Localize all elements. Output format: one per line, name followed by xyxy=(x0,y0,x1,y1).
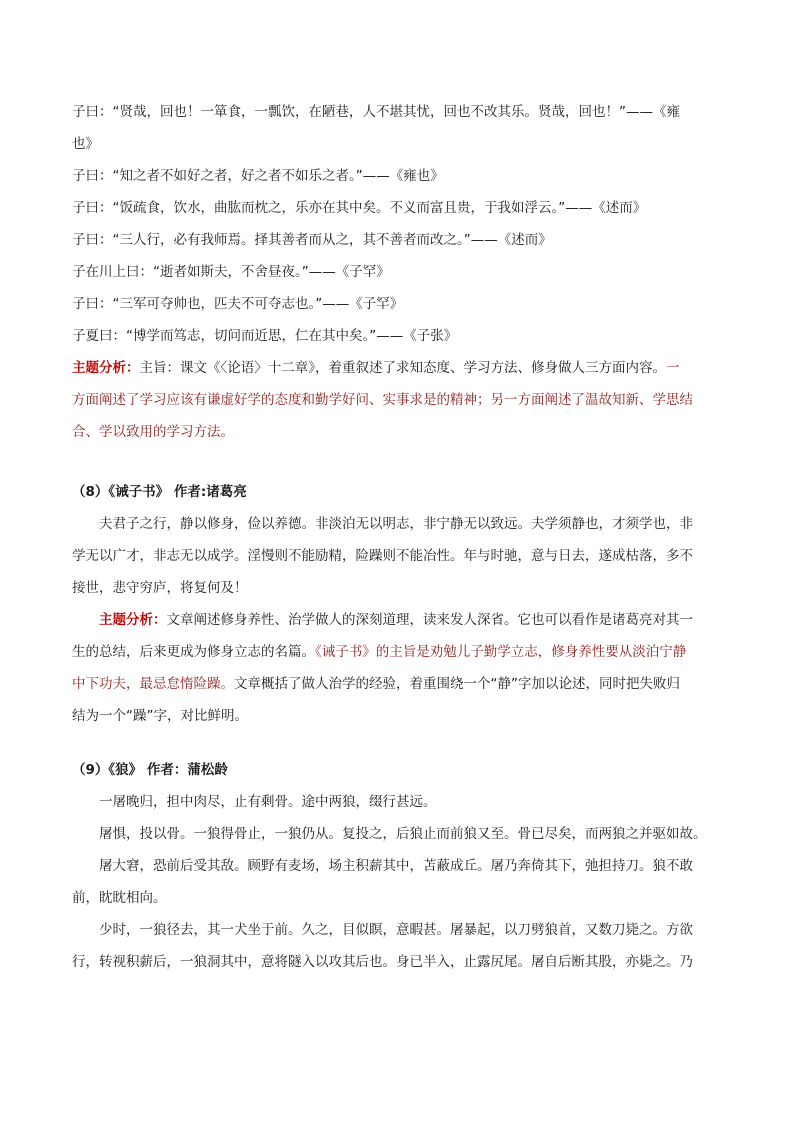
quote-line: 子在川上曰：“逝者如斯夫，不舍昼夜。”——《子罕》 xyxy=(72,264,390,280)
text-line: 少时，一狼径去，其一犬坐于前。久之，目似瞑，意暇甚。屠暴起，以刀劈狼首，又数刀毙之。方欲 xyxy=(99,922,693,938)
analysis-highlight: 《诫子书》的主旨是劝勉儿子勤学立志，修身养性要从淡泊宁静 xyxy=(315,644,687,660)
text-line: 夫君子之行，静以修身，俭以养德。非淡泊无以明志，非宁静无以致远。夫学须静也，才须学也，非 xyxy=(99,516,693,532)
section-heading-lang: （9）《狼》 作者：蒲松龄 xyxy=(72,762,228,778)
analysis-highlight: 方面阐述了学习应该有谦虚好学的态度和勤学好问、实事求是的精神；另一方面阐述了温故知新、学思结 xyxy=(72,392,693,408)
analects-quotes xyxy=(72,96,722,352)
quote-line: 子曰：“饭疏食，饮水，曲肱而枕之，乐亦在其中矣。不义而富且贵，于我如浮云。”——《述而》 xyxy=(72,200,647,216)
text-line: 一屠晚归，担中肉尽，止有剩骨。途中两狼，缀行甚远。 xyxy=(99,794,437,810)
text-line: 行，转视积薪后，一狼洞其中，意将隧入以攻其后也。身已半入，止露尻尾。屠自后断其股，亦毙之。乃 xyxy=(72,954,693,970)
analysis-text: 主旨：课文《〈论语〉十二章》，着重叙述了求知态度、学习方法、修身做人三方面内容。 xyxy=(139,360,666,376)
quote-line: 子曰：“三人行，必有我师焉。择其善者而从之，其不善者而改之。”——《述而》 xyxy=(72,232,552,248)
jiezishu-text xyxy=(72,508,722,604)
quote-line: 子曰：“三军可夺帅也，匹夫不可夺志也。”——《子罕》 xyxy=(72,296,404,312)
analysis-text: 文章概括了做人治学的经验，着重围绕一个“静”字加以论述，同时把失败归 xyxy=(234,676,680,692)
quote-line: 子曰：“贤哉，回也！一箪食，一瓢饮，在陋巷，人不堪其忧，回也不改其乐。贤哉，回也！”——《雍 xyxy=(72,104,680,120)
jiezishu-analysis xyxy=(72,604,722,732)
section-heading-jiezishu: （8）《诫子书》 作者:诸葛亮 xyxy=(72,484,247,500)
analysis-text: 文章阐述修身养性、治学做人的深刻道理，读来发人深省。它也可以看作是诸葛亮对其一 xyxy=(166,612,693,628)
text-line: 屠惧，投以骨。一狼得骨止，一狼仍从。复投之，后狼止而前狼又至。骨已尽矣，而两狼之并驱如故。 xyxy=(99,826,707,842)
quote-line: 子夏曰：“博学而笃志，切问而近思，仁在其中矣。”——《子张》 xyxy=(72,328,458,344)
text-line: 前，眈眈相向。 xyxy=(72,890,167,906)
analysis-label: 主题分析： xyxy=(72,360,140,376)
analysis-highlight: 一 xyxy=(666,360,680,376)
analysis-text: 生的总结，后来更成为修身立志的名篇。 xyxy=(72,644,315,660)
analysis-highlight: 合、学以致用的学习方法。 xyxy=(72,424,234,440)
text-line: 屠大窘，恐前后受其敌。顾野有麦场，场主积薪其中，苫蔽成丘。屠乃奔倚其下，弛担持刀。狼不敢 xyxy=(99,858,693,874)
quote-line: 子曰：“知之者不如好之者，好之者不如乐之者。”——《雍也》 xyxy=(72,168,444,184)
text-line: 学无以广才，非志无以成学。淫慢则不能励精，险躁则不能冶性。年与时驰，意与日去，遂成枯落，多不 xyxy=(72,548,693,564)
analects-analysis xyxy=(72,352,722,448)
quote-line: 也》 xyxy=(72,136,99,152)
analysis-text: 结为一个“躁”字，对比鲜明。 xyxy=(72,708,248,724)
text-line: 接世，悲守穷庐，将复何及！ xyxy=(72,580,248,596)
analysis-label: 主题分析： xyxy=(99,612,167,628)
analysis-highlight: 中下功夫，最忌怠惰险躁。 xyxy=(72,676,234,692)
lang-text xyxy=(72,786,722,978)
